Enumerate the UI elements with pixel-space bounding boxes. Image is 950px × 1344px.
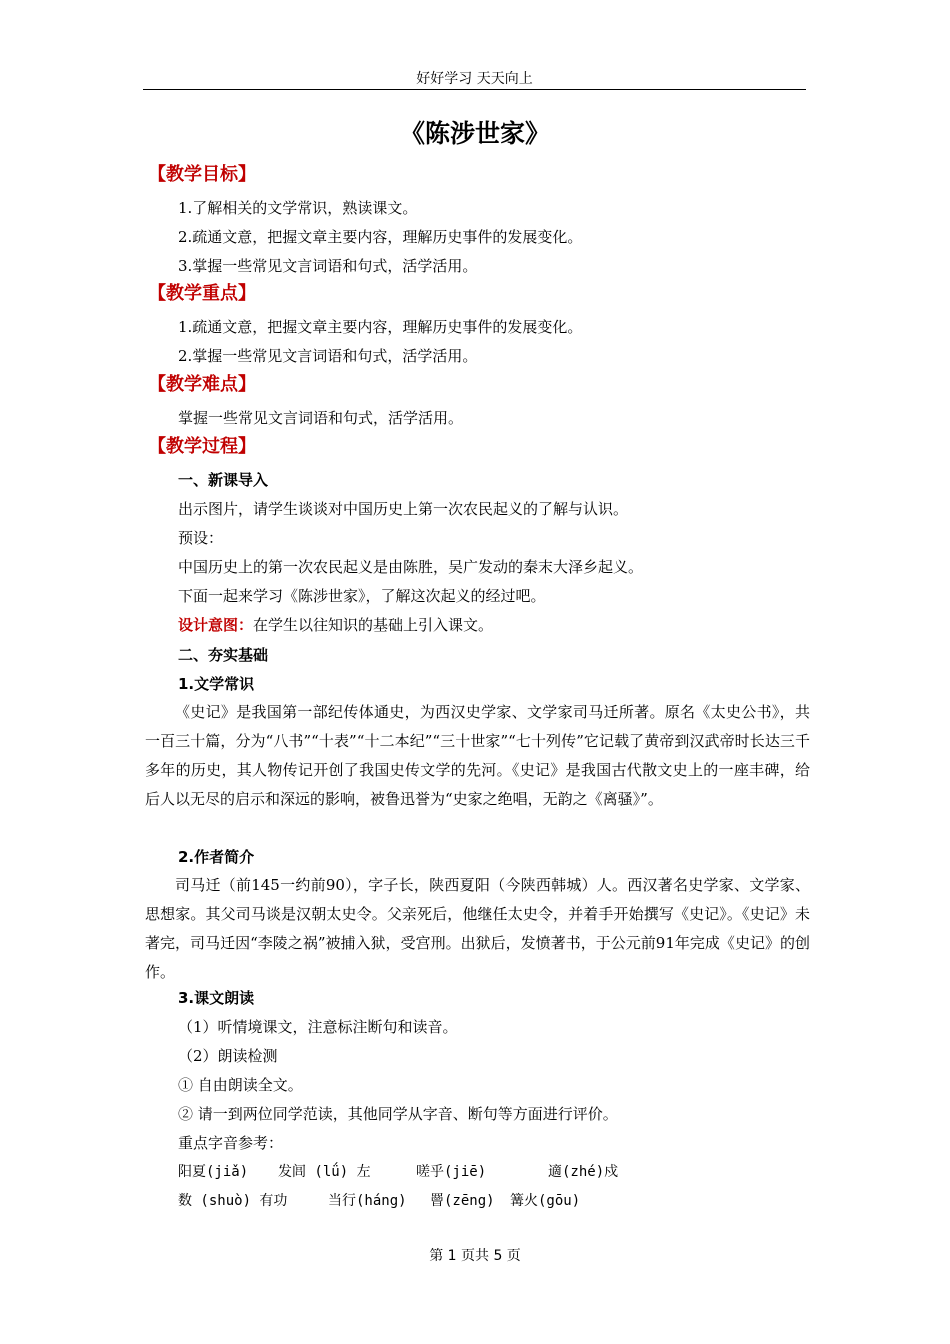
document-title: 《陈涉世家》 xyxy=(399,119,550,148)
pronunciation-item: 罾(zēng) xyxy=(430,1193,495,1209)
pronunciation-item: 適(zhé)戍 xyxy=(548,1164,619,1180)
design-intent xyxy=(178,614,493,636)
difficulty-item: 掌握一些常见文言词语和句式，活学活用。 xyxy=(178,409,464,427)
literary-knowledge-paragraph: 《史记》是我国第一部纪传体通史，为西汉史学家、文学家司马迁所著。原名《太史公书》，共一百三十篇，分为“八书”“十表”“十二本纪”“三十世家”“七十列传”它记载了黄帝到汉武帝时长达三千多年的历史，其人物传记开创了我国史传文学的先河。《史记》是我国古代散文史上的一座丰碑，给后人以无尽的启示和深远的影响，被鲁迅誉为“史家之绝唱，无韵之《离骚》”。 xyxy=(145,703,810,808)
intro-line: 中国历史上的第一次农民起义是由陈胜，吴广发动的秦末大泽乡起义。 xyxy=(178,558,644,576)
intro-line: 出示图片，请学生谈谈对中国历史上第一次农民起义的了解与认识。 xyxy=(178,500,629,518)
reading-line: （2）朗读检测 xyxy=(178,1047,278,1065)
section-heading-key-points: 【教学重点】 xyxy=(148,283,256,304)
pronunciation-item: 篝火(gōu) xyxy=(510,1193,581,1209)
reading-line: ① 自由朗读全文。 xyxy=(178,1076,303,1094)
section-heading-process: 【教学过程】 xyxy=(148,436,256,457)
pronunciation-item: 数 (shuò) 有功 xyxy=(178,1193,288,1209)
part2-title: 二、夯实基础 xyxy=(178,646,269,664)
pronunciation-item: 发闾 (lǘ) 左 xyxy=(278,1164,371,1180)
goal-item: 2.疏通文意，把握文章主要内容，理解历史事件的发展变化。 xyxy=(178,228,583,246)
page-footer: 第 1 页共 5 页 xyxy=(429,1248,521,1264)
intro-line: 下面一起来学习《陈涉世家》，了解这次起义的经过吧。 xyxy=(178,587,546,605)
goal-item: 3.掌握一些常见文言词语和句式，活学活用。 xyxy=(178,257,478,275)
literary-knowledge-title: 1.文学常识 xyxy=(178,675,255,693)
pronunciation-item: 嗟乎(jiē) xyxy=(416,1164,487,1180)
section-heading-difficulties: 【教学难点】 xyxy=(148,374,256,395)
reading-line: 重点字音参考： xyxy=(178,1134,284,1152)
design-intent-label: 设计意图： xyxy=(178,616,254,634)
key-point-item: 1.疏通文意，把握文章主要内容，理解历史事件的发展变化。 xyxy=(178,318,583,336)
pronunciation-item: 当行(háng) xyxy=(328,1193,407,1209)
header-divider xyxy=(143,89,806,90)
reading-line: ② 请一到两位同学范读，其他同学从字音、断句等方面进行评价。 xyxy=(178,1105,618,1123)
design-intent-text: 在学生以往知识的基础上引入课文。 xyxy=(253,616,494,634)
pronunciation-item: 阳夏(jiǎ) xyxy=(178,1164,249,1180)
author-intro-paragraph: 司马迁（前145一约前90），字子长，陕西夏阳（今陕西韩城）人。西汉著名史学家、文学家、思想家。其父司马谈是汉朝太史令。父亲死后，他继任太史令，并着手开始撰写《史记》。《史记》未著完，司马迁因“李陵之祸”被捕入狱，受宫刑。出狱后，发愤著书，于公元前91年完成《史记》的创作。 xyxy=(145,876,810,981)
part1-title: 一、新课导入 xyxy=(178,471,269,489)
author-intro-title: 2.作者简介 xyxy=(178,848,255,866)
key-point-item: 2.掌握一些常见文言词语和句式，活学活用。 xyxy=(178,347,478,365)
page-header: 好好学习 天天向上 xyxy=(416,71,533,87)
intro-line: 预设： xyxy=(178,529,224,547)
section-heading-goals: 【教学目标】 xyxy=(148,164,256,185)
goal-item: 1.了解相关的文学常识，熟读课文。 xyxy=(178,199,418,217)
reading-title: 3.课文朗读 xyxy=(178,989,255,1007)
reading-line: （1）听情境课文，注意标注断句和读音。 xyxy=(178,1018,458,1036)
